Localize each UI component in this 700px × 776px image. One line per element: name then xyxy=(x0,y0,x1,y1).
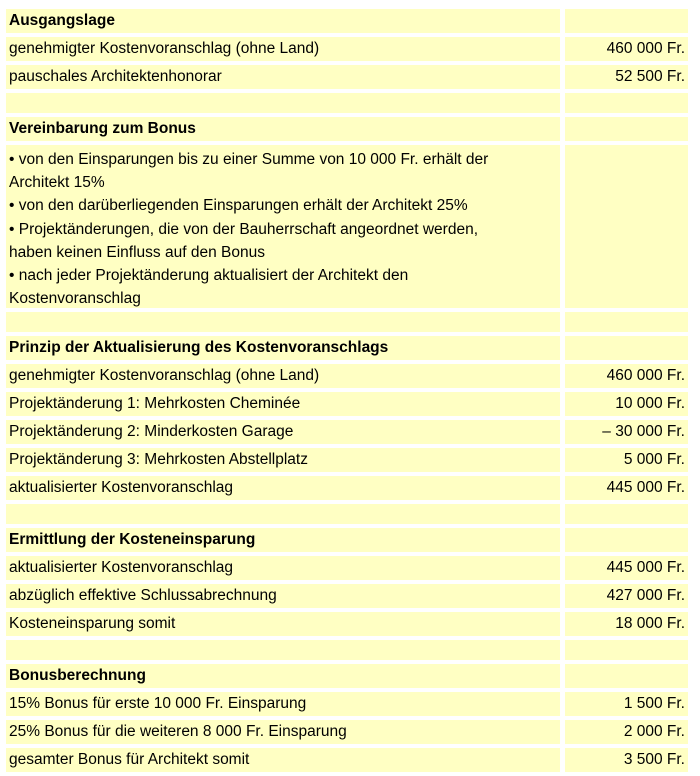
section-title: Ermittlung der Kosteneinsparung xyxy=(6,528,560,552)
row-label: genehmigter Kostenvoranschlag (ohne Land) xyxy=(6,364,560,388)
row-value: 52 500 Fr. xyxy=(565,65,688,89)
row-label: aktualisierter Kostenvoranschlag xyxy=(6,476,560,500)
empty-cell xyxy=(6,504,560,524)
bonus-calculation-table xyxy=(6,9,688,776)
row-label: Kosteneinsparung somit xyxy=(6,612,560,636)
table-row xyxy=(6,364,688,388)
section-header xyxy=(6,664,688,688)
empty-cell xyxy=(565,504,688,524)
agreement-text-row xyxy=(6,145,688,308)
empty-cell xyxy=(565,664,688,688)
row-label: gesamter Bonus für Architekt somit xyxy=(6,748,560,772)
row-value: 5 000 Fr. xyxy=(565,448,688,472)
empty-cell xyxy=(565,336,688,360)
row-value: – 30 000 Fr. xyxy=(565,420,688,444)
agreement-line: • nach jeder Projektänderung aktualisiert der Architekt den xyxy=(9,267,409,285)
section-header xyxy=(6,117,688,141)
row-label: abzüglich effektive Schlussabrechnung xyxy=(6,584,560,608)
table-row xyxy=(6,65,688,89)
empty-cell xyxy=(565,93,688,113)
empty-cell xyxy=(6,640,560,660)
spacer-row xyxy=(6,640,688,660)
row-value: 445 000 Fr. xyxy=(565,476,688,500)
empty-cell xyxy=(6,93,560,113)
table-row xyxy=(6,748,688,772)
row-label: genehmigter Kostenvoranschlag (ohne Land) xyxy=(6,37,560,61)
empty-cell xyxy=(565,117,688,141)
empty-cell xyxy=(565,145,688,308)
section-title: Bonusberechnung xyxy=(6,664,560,688)
empty-cell xyxy=(6,312,560,332)
table-row xyxy=(6,692,688,716)
section-title: Prinzip der Aktualisierung des Kostenvoranschlags xyxy=(6,336,560,360)
row-label: pauschales Architektenhonorar xyxy=(6,65,560,89)
row-value: 3 500 Fr. xyxy=(565,748,688,772)
spacer-row xyxy=(6,312,688,332)
row-value: 460 000 Fr. xyxy=(565,37,688,61)
table-row xyxy=(6,476,688,500)
table-row xyxy=(6,448,688,472)
empty-cell xyxy=(565,640,688,660)
row-label: 15% Bonus für erste 10 000 Fr. Einsparung xyxy=(6,692,560,716)
row-value: 2 000 Fr. xyxy=(565,720,688,744)
table-row xyxy=(6,420,688,444)
section-header xyxy=(6,9,688,33)
row-label: Projektänderung 1: Mehrkosten Cheminée xyxy=(6,392,560,416)
spacer-row xyxy=(6,504,688,524)
row-label: 25% Bonus für die weiteren 8 000 Fr. Einsparung xyxy=(6,720,560,744)
table-row xyxy=(6,37,688,61)
section-title: Vereinbarung zum Bonus xyxy=(6,117,560,141)
table-row xyxy=(6,556,688,580)
row-label: aktualisierter Kostenvoranschlag xyxy=(6,556,560,580)
row-label: Projektänderung 2: Minderkosten Garage xyxy=(6,420,560,444)
row-value: 460 000 Fr. xyxy=(565,364,688,388)
agreement-line: haben keinen Einfluss auf den Bonus xyxy=(9,243,265,261)
agreement-line: • Projektänderungen, die von der Bauherrschaft angeordnet werden, xyxy=(9,220,479,238)
table-row xyxy=(6,392,688,416)
agreement-line: • von den darüberliegenden Einsparungen erhält der Architekt 25% xyxy=(9,197,468,215)
section-header xyxy=(6,336,688,360)
row-value: 1 500 Fr. xyxy=(565,692,688,716)
empty-cell xyxy=(565,528,688,552)
empty-cell xyxy=(565,9,688,33)
empty-cell xyxy=(565,312,688,332)
agreement-line: • von den Einsparungen bis zu einer Summe von 10 000 Fr. erhält der xyxy=(9,151,489,168)
row-value: 18 000 Fr. xyxy=(565,612,688,636)
row-value: 10 000 Fr. xyxy=(565,392,688,416)
row-label: Projektänderung 3: Mehrkosten Abstellplatz xyxy=(6,448,560,472)
row-value: 445 000 Fr. xyxy=(565,556,688,580)
table-row xyxy=(6,584,688,608)
agreement-line: Architekt 15% xyxy=(9,174,105,192)
table-row xyxy=(6,612,688,636)
agreement-line: Kostenvoranschlag xyxy=(9,290,141,308)
spacer-row xyxy=(6,93,688,113)
section-title: Ausgangslage xyxy=(6,9,560,33)
table-row xyxy=(6,720,688,744)
section-header xyxy=(6,528,688,552)
row-value: 427 000 Fr. xyxy=(565,584,688,608)
agreement-text xyxy=(6,145,560,308)
